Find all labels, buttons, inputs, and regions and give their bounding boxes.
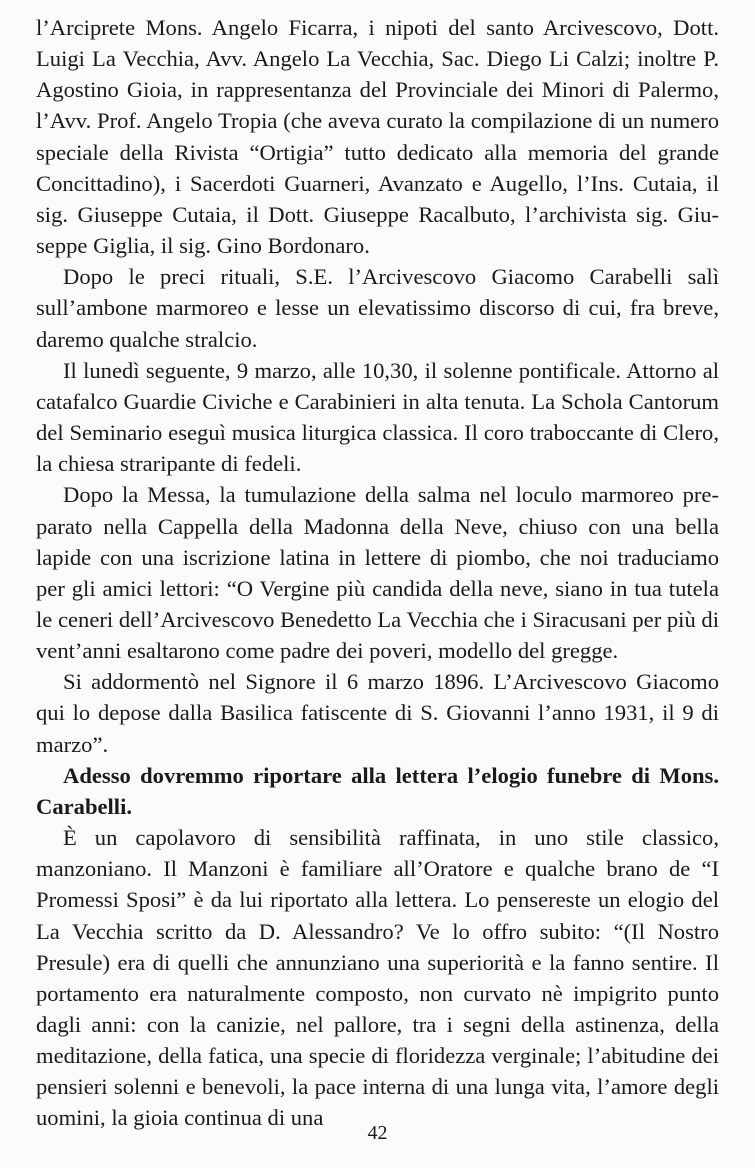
page-body xyxy=(36,12,719,1134)
paragraph-capolavoro: È un capolavoro di sensibilità raffinata, in uno stile classico, manzoniano. Il Manzoni è familiare all’Oratore e qualche brano de “I Promessi Sposi” è da lui riportato alla lettera. Lo pensereste un elogio del La Vecchia scritto da D. Alessandro? Ve lo offro subito: “(Il Nostro Presule) era di quelli che annunziano una superiorità e la fanno sentire. Il portamento era naturalmente composto, non curvato nè impigrito punto dagli anni: con la canizie, nel pallore, tra i segni della astinenza, della meditazione, della fatica, una specie di floridezza verginale; l’abitudine dei pensieri solenni e benevoli, la pace interna di una lunga vita, l’amore degli uomini, la gioia continua di una xyxy=(36,825,719,1131)
paragraph-tumulazione: Dopo la Messa, la tumulazione della salma nel loculo marmoreo preparato nella Cappella della Madonna della Neve, chiuso con una bella lapide con una iscrizione latina in lettere di piombo, che noi traduciamo per gli amici lettori: “O Vergine più candida della neve, siano in tua tutela le ceneri dell’Arcivescovo Benedetto La Vecchia che i Siracusani per più di vent’anni esaltarono come padre dei poveri, modello del gregge. xyxy=(36,482,719,664)
paragraph-attendees: l’Arciprete Mons. Angelo Ficarra, i nipoti del santo Arcivescovo, Dott. Luigi La Vecchia, Avv. Angelo La Vecchia, Sac. Diego Li Calzi; inoltre P. Agostino Gioia, in rappresentanza del Provinciale dei Minori di Palermo, l’Avv. Prof. Angelo Tropia (che aveva curato la compilazione di un numero speciale della Rivista “Ortigia” tutto dedicato alla memoria del grande Concittadino), i Sacerdoti Guarneri, Avanzato e Augello, l’Ins. Cutaia, il sig. Giuseppe Cutaia, il Dott. Giuseppe Racalbuto, l’archivista sig. Giuseppe Giglia, il sig. Gino Bordonaro. xyxy=(36,15,719,259)
page-number: 42 xyxy=(367,1122,388,1144)
paragraph-elogio-heading: Adesso dovremmo riportare alla lettera l’elogio funebre di Mons. Carabelli. xyxy=(36,762,719,819)
paragraph-addormento: Si addormentò nel Signore il 6 marzo 1896. L’Arcivescovo Giacomo qui lo depose dalla Basilica fatiscente di S. Giovanni l’anno 1931, il 9 di marzo”. xyxy=(36,669,719,757)
paragraph-pontificale: Il lunedì seguente, 9 marzo, alle 10,30, il solenne pontificale. Attorno al catafalco Guardie Civiche e Carabinieri in alta tenuta. La Schola Cantorum del Seminario eseguì musica liturgica classica. Il coro traboccante di Clero, la chiesa straripante di fedeli. xyxy=(36,357,719,477)
paragraph-preci: Dopo le preci rituali, S.E. l’Arcivescovo Giacomo Carabelli salì sull’ambone marmoreo e lesse un elevatissimo discorso di cui, fra breve, daremo qualche stralcio. xyxy=(36,264,719,352)
